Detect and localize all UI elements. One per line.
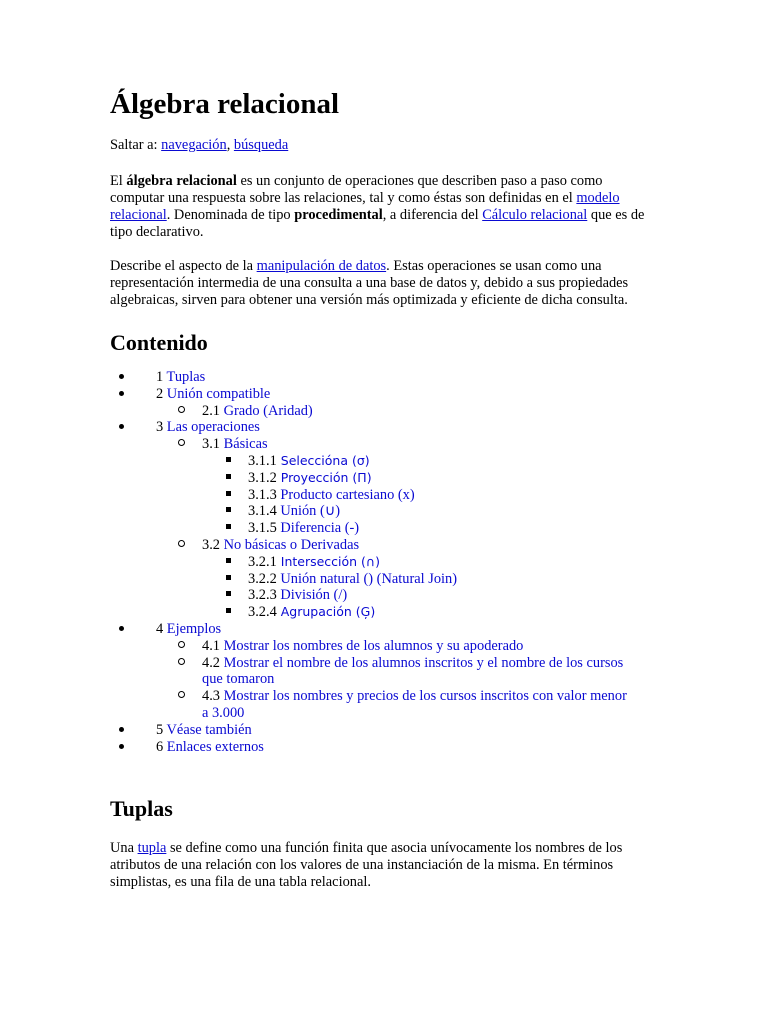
square-bullet-icon	[226, 554, 272, 571]
toc-number: 2.1	[202, 402, 220, 419]
toc-number: 3.1.1	[248, 452, 277, 469]
toc-item	[202, 520, 768, 537]
toc-item	[202, 470, 768, 487]
toc-item	[202, 453, 768, 470]
toc-number: 3.2.2	[248, 570, 277, 587]
toc-number: 3.1.5	[248, 520, 277, 537]
bullet-icon	[119, 739, 165, 756]
toc-link-ejemplo-1[interactable]: Mostrar los nombres de los alumnos y su apoderado	[220, 637, 524, 654]
toc-item	[202, 604, 768, 621]
toc-link-division[interactable]: División (/)	[276, 587, 348, 604]
toc-sublist	[202, 554, 768, 621]
data-manipulation-link[interactable]: manipulación de datos	[256, 258, 387, 274]
toc-number: 5	[156, 721, 164, 738]
toc-number: 2	[156, 385, 164, 402]
text: se define como una función finita que asocia unívocamente los nombres de los atributos de una relación con los valores de una instanciación de la misma. En términos simplistas, es una fila de una tabla relacional.	[110, 840, 623, 891]
toc-number: 3.1	[202, 436, 220, 453]
toc-link-text: Selección	[276, 452, 341, 468]
square-bullet-icon	[226, 520, 272, 537]
toc-link-proyeccion[interactable]: Proyección (Π)	[276, 469, 372, 485]
toc-number: 4.1	[202, 637, 220, 654]
toc-sublist	[156, 638, 768, 722]
circle-bullet-icon	[178, 655, 224, 672]
text: El	[110, 173, 127, 189]
table-of-contents	[110, 369, 768, 755]
toc-item	[110, 739, 768, 756]
toc-item	[202, 554, 768, 571]
relational-model-link[interactable]: modelo relacional	[110, 190, 620, 223]
toc-link-vease[interactable]: Véase también	[163, 721, 252, 738]
search-link[interactable]: búsqueda	[233, 137, 289, 153]
toc-item	[110, 621, 768, 722]
bullet-icon	[119, 621, 165, 638]
toc-item	[202, 487, 768, 504]
toc-number: 3	[156, 419, 164, 436]
text: que es de tipo declarativo.	[110, 207, 645, 240]
square-bullet-icon	[226, 604, 272, 621]
toc-item	[156, 638, 768, 655]
text: , a diferencia del	[382, 207, 483, 223]
square-bullet-icon	[226, 503, 272, 520]
toc-number: 3.1.2	[248, 469, 277, 486]
toc-number: 3.2.3	[248, 587, 277, 604]
toc-link-tuplas[interactable]: Tuplas	[163, 369, 206, 385]
square-bullet-icon	[226, 470, 272, 487]
jump-links	[110, 137, 768, 154]
circle-bullet-icon	[178, 403, 224, 420]
toc-link-interseccion[interactable]: Intersección (∩)	[276, 553, 380, 569]
toc-link-ejemplo-2[interactable]: Mostrar el nombre de los alumnos inscritos y el nombre de los cursos que tomaron	[202, 654, 624, 688]
toc-link-ejemplos[interactable]: Ejemplos	[163, 620, 222, 637]
tuplas-heading: Tuplas	[110, 796, 173, 822]
toc-number: 4	[156, 620, 164, 637]
toc-number: 4.2	[202, 654, 220, 671]
toc-sublist	[156, 436, 768, 621]
toc-item	[156, 403, 768, 420]
toc-link-text: a (σ)	[340, 452, 370, 468]
toc-number: 1	[156, 369, 164, 385]
toc-link-operaciones[interactable]: Las operaciones	[163, 419, 260, 436]
bullet-icon	[119, 722, 165, 739]
toc-item	[156, 537, 768, 621]
intro-paragraph-2	[110, 258, 650, 309]
toc-number: 3.1.3	[248, 486, 277, 503]
tupla-link[interactable]: tupla	[137, 840, 167, 857]
jump-prefix: Saltar a:	[110, 137, 162, 153]
circle-bullet-icon	[178, 436, 224, 453]
toc-sublist	[156, 403, 768, 420]
toc-link-ejemplo-3[interactable]: Mostrar los nombres y precios de los cursos inscritos con valor menor a 3.000	[202, 688, 627, 721]
toc-item	[110, 722, 768, 739]
toc-number: 4.3	[202, 688, 220, 705]
toc-item	[202, 503, 768, 520]
intro-paragraph-1	[110, 173, 650, 241]
toc-item	[202, 587, 768, 604]
circle-bullet-icon	[178, 537, 224, 554]
toc-item	[156, 655, 768, 689]
toc-link-enlaces[interactable]: Enlaces externos	[163, 738, 264, 755]
toc-item	[156, 436, 768, 537]
text: Describe el aspecto de la	[110, 258, 257, 274]
circle-bullet-icon	[178, 638, 224, 655]
relational-calculus-link[interactable]: Cálculo relacional	[482, 207, 588, 223]
square-bullet-icon	[226, 487, 272, 504]
toc-link-grado[interactable]: Grado (Aridad)	[220, 402, 313, 419]
toc-number: 6	[156, 738, 164, 755]
toc-link-union-compatible[interactable]: Unión compatible	[163, 385, 271, 402]
toc-item	[110, 369, 768, 386]
square-bullet-icon	[226, 571, 272, 588]
toc-item	[156, 688, 768, 722]
bullet-icon	[119, 369, 165, 386]
text: Una	[110, 840, 138, 857]
toc-sublist	[202, 453, 768, 537]
toc-number: 3.1.4	[248, 503, 277, 520]
toc-number: 3.2.4	[248, 604, 277, 621]
bold-term: álgebra relacional	[126, 173, 237, 189]
bullet-icon	[119, 386, 165, 403]
toc-link-union-natural[interactable]: Unión natural () (Natural Join)	[276, 570, 458, 587]
navigation-link[interactable]: navegación	[161, 137, 227, 153]
toc-link-diferencia[interactable]: Diferencia (-)	[276, 520, 360, 537]
text: . Denominada de tipo	[166, 207, 295, 223]
circle-bullet-icon	[178, 688, 224, 705]
toc-link-no-basicas[interactable]: No básicas o Derivadas	[220, 536, 360, 553]
toc-link-agrupacion[interactable]: Agrupación (Ģ)	[276, 604, 376, 620]
toc-item	[110, 386, 768, 420]
text: es un conjunto de operaciones que describen paso a paso como computar una respuesta sobre las relaciones, tal y como éstas son definidas en el	[110, 173, 603, 206]
toc-link-basicas[interactable]: Básicas	[220, 436, 268, 453]
toc-number: 3.2	[202, 536, 220, 553]
toc-link-union[interactable]: Unión (∪)	[276, 503, 341, 520]
square-bullet-icon	[226, 587, 272, 604]
toc-link-seleccion[interactable]	[277, 453, 370, 469]
contents-heading: Contenido	[110, 330, 208, 355]
bold-term: procedimental	[294, 207, 383, 223]
square-bullet-icon	[226, 453, 272, 470]
toc-item	[202, 571, 768, 588]
jump-separator: ,	[226, 137, 234, 153]
tuplas-paragraph	[110, 840, 650, 891]
toc-number: 3.2.1	[248, 553, 277, 570]
toc-item	[110, 419, 768, 621]
toc-link-producto-cartesiano[interactable]: Producto cartesiano (x)	[276, 486, 415, 503]
bullet-icon	[119, 419, 165, 436]
page-title: Álgebra relacional	[110, 88, 340, 120]
text: . Estas operaciones se usan como una representación intermedia de una consulta a una base de datos y, debido a sus propiedades algebraicas, sirven para obtener una versión más optimizada y eficiente de dicha consulta.	[110, 258, 629, 308]
